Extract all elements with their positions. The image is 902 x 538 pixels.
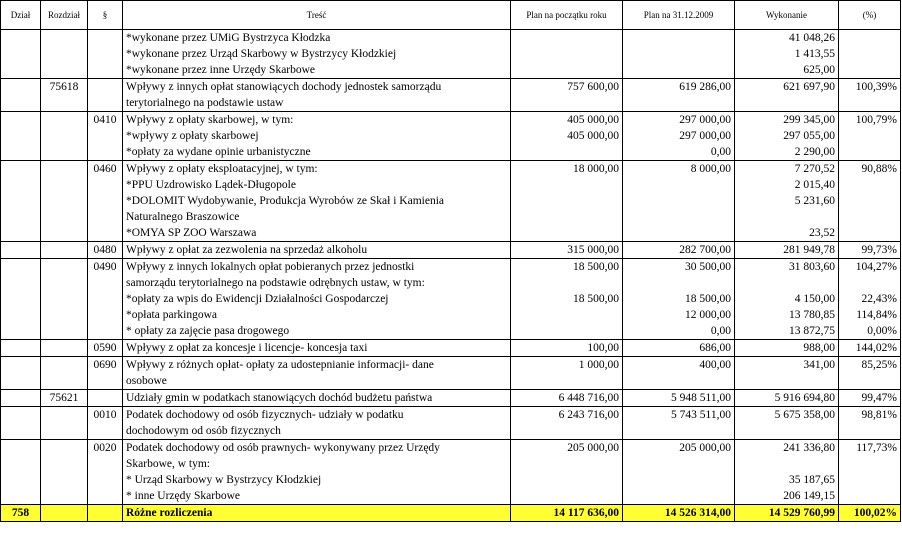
header-paragraf: § (88, 1, 123, 30)
cell-procent (839, 488, 901, 505)
cell-procent (839, 225, 901, 242)
cell-wykonanie: 2 015,40 (735, 177, 839, 193)
cell-plan-end (623, 62, 735, 79)
cell-rozdzial (41, 242, 88, 259)
cell-tresc (123, 488, 511, 505)
header-plan-start: Plan na początku roku (511, 1, 623, 30)
cell-rozdzial (41, 144, 88, 161)
cell-wykonanie: 625,00 (735, 62, 839, 79)
cell-plan-start: 1 000,00 (511, 357, 623, 390)
table-row (1, 291, 901, 307)
cell-plan-start (511, 46, 623, 62)
cell-paragraf: 0010 (88, 407, 123, 440)
cell-tresc (123, 307, 511, 323)
cell-paragraf (88, 488, 123, 505)
tresc-line: Naturalnego Braszowice (126, 211, 240, 223)
cell-wykonanie: 2 290,00 (735, 144, 839, 161)
cell-procent: 98,81% (839, 407, 901, 440)
cell-rozdzial (41, 225, 88, 242)
header-procent: (%) (839, 1, 901, 30)
cell-wykonanie: 5 916 694,80 (735, 390, 839, 407)
cell-procent: 99,47% (839, 390, 901, 407)
cell-paragraf (88, 390, 123, 407)
cell-paragraf: 0410 (88, 112, 123, 129)
cell-procent (839, 62, 901, 79)
cell-paragraf (88, 291, 123, 307)
cell-procent: 0,00% (839, 323, 901, 340)
total-rozdzial (41, 505, 88, 522)
table-row (1, 323, 901, 340)
cell-rozdzial (41, 177, 88, 193)
cell-tresc (123, 128, 511, 144)
cell-plan-end: 400,00 (623, 357, 735, 390)
cell-dzial (1, 79, 41, 112)
cell-plan-end: 18 500,00 (623, 291, 735, 307)
cell-wykonanie: 4 150,00 (735, 291, 839, 307)
cell-tresc (123, 357, 511, 390)
cell-plan-start (511, 62, 623, 79)
tresc-line: * Urząd Skarbowy w Bystrzycy Kłodzkiej (126, 474, 322, 486)
table-row (1, 357, 901, 390)
cell-dzial (1, 472, 41, 488)
cell-plan-start (511, 193, 623, 225)
table-row (1, 259, 901, 292)
cell-plan-start (511, 488, 623, 505)
cell-tresc (123, 225, 511, 242)
cell-paragraf (88, 472, 123, 488)
cell-plan-end: 5 743 511,00 (623, 407, 735, 440)
cell-rozdzial (41, 291, 88, 307)
cell-plan-end (623, 46, 735, 62)
tresc-line: osobowe (126, 375, 167, 387)
cell-wykonanie: 299 345,00 (735, 112, 839, 129)
tresc-line: dochodowym od osób fizycznych (126, 425, 281, 437)
table-row (1, 193, 901, 225)
cell-tresc (123, 193, 511, 225)
cell-rozdzial (41, 259, 88, 292)
cell-rozdzial (41, 30, 88, 47)
cell-paragraf (88, 30, 123, 47)
cell-paragraf: 0590 (88, 340, 123, 357)
cell-tresc (123, 323, 511, 340)
cell-plan-start: 100,00 (511, 340, 623, 357)
cell-procent: 114,84% (839, 307, 901, 323)
cell-wykonanie: 23,52 (735, 225, 839, 242)
table-row (1, 440, 901, 473)
cell-plan-end: 205 000,00 (623, 440, 735, 473)
cell-paragraf (88, 177, 123, 193)
cell-plan-start (511, 307, 623, 323)
total-paragraf (88, 505, 123, 522)
total-procent: 100,02% (839, 505, 901, 522)
cell-tresc (123, 161, 511, 178)
table-row (1, 472, 901, 488)
total-dzial: 758 (1, 505, 41, 522)
cell-paragraf (88, 307, 123, 323)
cell-wykonanie: 5 231,60 (735, 193, 839, 225)
header-tresc: Treść (123, 1, 511, 30)
cell-paragraf (88, 62, 123, 79)
cell-paragraf: 0490 (88, 259, 123, 292)
cell-rozdzial (41, 46, 88, 62)
tresc-line: terytorialnego na podstawie ustaw (126, 97, 284, 109)
cell-rozdzial (41, 128, 88, 144)
cell-rozdzial: 75621 (41, 390, 88, 407)
cell-paragraf (88, 225, 123, 242)
cell-procent: 90,88% (839, 161, 901, 178)
table-row (1, 242, 901, 259)
cell-wykonanie: 35 187,65 (735, 472, 839, 488)
cell-plan-start (511, 323, 623, 340)
cell-tresc (123, 46, 511, 62)
cell-dzial (1, 291, 41, 307)
header-dzial: Dział (1, 1, 41, 30)
cell-paragraf: 0020 (88, 440, 123, 473)
cell-plan-end: 297 000,00 (623, 128, 735, 144)
cell-plan-start: 757 600,00 (511, 79, 623, 112)
cell-procent (839, 193, 901, 225)
cell-procent: 100,39% (839, 79, 901, 112)
tresc-line: Podatek dochodowy od osób prawnych- wykonywany przez Urzędy (126, 442, 440, 454)
tresc-line: *OMYA SP ZOO Warszawa (126, 227, 257, 239)
table-row (1, 307, 901, 323)
cell-rozdzial (41, 440, 88, 473)
table-row (1, 46, 901, 62)
table-row (1, 177, 901, 193)
cell-paragraf (88, 128, 123, 144)
cell-wykonanie: 1 413,55 (735, 46, 839, 62)
cell-plan-start: 18 000,00 (511, 161, 623, 178)
cell-dzial (1, 112, 41, 129)
cell-dzial (1, 259, 41, 292)
total-plan-start: 14 117 636,00 (511, 505, 623, 522)
cell-plan-end (623, 488, 735, 505)
tresc-line: *opłaty za wydane opinie urbanistyczne (126, 146, 311, 158)
header-rozdzial: Rozdział (41, 1, 88, 30)
cell-rozdzial (41, 472, 88, 488)
cell-plan-start (511, 30, 623, 47)
table-row (1, 62, 901, 79)
cell-dzial (1, 323, 41, 340)
table-row (1, 79, 901, 112)
cell-procent (839, 46, 901, 62)
header-plan-end: Plan na 31.12.2009 (623, 1, 735, 30)
cell-tresc (123, 30, 511, 47)
cell-tresc (123, 291, 511, 307)
cell-rozdzial (41, 307, 88, 323)
cell-wykonanie: 621 697,90 (735, 79, 839, 112)
cell-wykonanie: 5 675 358,00 (735, 407, 839, 440)
cell-tresc (123, 472, 511, 488)
cell-wykonanie: 206 149,15 (735, 488, 839, 505)
tresc-line: *wykonane przez UMiG Bystrzyca Kłodzka (126, 32, 331, 44)
table-row (1, 144, 901, 161)
cell-rozdzial (41, 62, 88, 79)
cell-tresc (123, 242, 511, 259)
cell-plan-end (623, 225, 735, 242)
cell-paragraf (88, 323, 123, 340)
cell-dzial (1, 440, 41, 473)
cell-procent (839, 177, 901, 193)
cell-tresc (123, 62, 511, 79)
cell-plan-start: 6 243 716,00 (511, 407, 623, 440)
cell-rozdzial (41, 112, 88, 129)
tresc-line: *opłata parkingowa (126, 309, 218, 321)
cell-tresc (123, 79, 511, 112)
cell-dzial (1, 30, 41, 47)
tresc-line: Wpływy z opłaty skarbowej, w tym: (126, 114, 294, 126)
cell-tresc (123, 390, 511, 407)
cell-rozdzial (41, 488, 88, 505)
cell-plan-end: 8 000,00 (623, 161, 735, 178)
cell-rozdzial (41, 407, 88, 440)
cell-plan-start (511, 225, 623, 242)
cell-dzial (1, 161, 41, 178)
tresc-line: *wpływy z opłaty skarbowej (126, 130, 259, 142)
cell-tresc (123, 440, 511, 473)
cell-tresc (123, 340, 511, 357)
cell-procent: 144,02% (839, 340, 901, 357)
cell-plan-end: 12 000,00 (623, 307, 735, 323)
tresc-line: *wykonane przez inne Urzędy Skarbowe (126, 64, 316, 76)
cell-tresc (123, 144, 511, 161)
cell-plan-end (623, 177, 735, 193)
cell-procent: 99,73% (839, 242, 901, 259)
cell-procent (839, 472, 901, 488)
tresc-line: *PPU Uzdrowisko Lądek-Długopole (126, 179, 296, 191)
cell-dzial (1, 62, 41, 79)
cell-plan-start: 18 500,00 (511, 259, 623, 292)
table-row (1, 161, 901, 178)
tresc-line: * opłaty za zajęcie pasa drogowego (126, 325, 290, 337)
cell-plan-end: 686,00 (623, 340, 735, 357)
tresc-line: Wpływy z innych opłat stanowiących dochody jednostek samorządu (126, 81, 442, 93)
cell-rozdzial: 75618 (41, 79, 88, 112)
cell-wykonanie: 341,00 (735, 357, 839, 390)
cell-paragraf: 0480 (88, 242, 123, 259)
cell-dzial (1, 128, 41, 144)
cell-plan-start: 205 000,00 (511, 440, 623, 473)
cell-paragraf (88, 46, 123, 62)
cell-dzial (1, 407, 41, 440)
cell-paragraf (88, 144, 123, 161)
total-row (1, 505, 901, 522)
cell-plan-end: 0,00 (623, 323, 735, 340)
table-row (1, 390, 901, 407)
table-row (1, 30, 901, 47)
cell-plan-start: 315 000,00 (511, 242, 623, 259)
cell-dzial (1, 193, 41, 225)
cell-procent (839, 144, 901, 161)
cell-wykonanie: 988,00 (735, 340, 839, 357)
cell-dzial (1, 242, 41, 259)
cell-procent: 100,79% (839, 112, 901, 129)
table-row (1, 225, 901, 242)
cell-paragraf (88, 79, 123, 112)
tresc-line: Udziały gmin w podatkach stanowiących dochód budżetu państwa (126, 392, 433, 404)
cell-dzial (1, 46, 41, 62)
cell-dzial (1, 307, 41, 323)
cell-tresc (123, 177, 511, 193)
total-plan-end: 14 526 314,00 (623, 505, 735, 522)
cell-procent: 22,43% (839, 291, 901, 307)
tresc-line: Wpływy z opłat za zezwolenia na sprzedaż alkoholu (126, 244, 368, 256)
cell-wykonanie: 7 270,52 (735, 161, 839, 178)
cell-wykonanie: 281 949,78 (735, 242, 839, 259)
table-row (1, 407, 901, 440)
cell-rozdzial (41, 357, 88, 390)
header-wykonanie: Wykonanie (735, 1, 839, 30)
cell-rozdzial (41, 161, 88, 178)
tresc-line: Wpływy z innych lokalnych opłat pobieranych przez jednostki (126, 261, 415, 273)
cell-rozdzial (41, 323, 88, 340)
cell-plan-start: 405 000,00 (511, 112, 623, 129)
table-row (1, 128, 901, 144)
cell-tresc (123, 259, 511, 292)
cell-plan-start: 405 000,00 (511, 128, 623, 144)
cell-dzial (1, 488, 41, 505)
cell-plan-end (623, 472, 735, 488)
cell-dzial (1, 225, 41, 242)
table-body (1, 30, 901, 505)
cell-plan-start (511, 177, 623, 193)
cell-plan-end: 30 500,00 (623, 259, 735, 292)
cell-procent (839, 30, 901, 47)
cell-plan-end: 0,00 (623, 144, 735, 161)
cell-procent (839, 128, 901, 144)
tresc-line: Wpływy z różnych opłat- opłaty za udostepnianie informacji- dane (126, 359, 434, 371)
cell-wykonanie: 241 336,80 (735, 440, 839, 473)
cell-plan-end: 5 948 511,00 (623, 390, 735, 407)
cell-wykonanie: 297 055,00 (735, 128, 839, 144)
cell-paragraf (88, 193, 123, 225)
cell-paragraf: 0690 (88, 357, 123, 390)
tresc-line: *wykonane przez Urząd Skarbowy w Bystrzycy Kłodzkiej (126, 48, 397, 60)
cell-rozdzial (41, 193, 88, 225)
cell-procent: 85,25% (839, 357, 901, 390)
tresc-line: Skarbowe, w tym: (126, 458, 211, 470)
cell-wykonanie: 41 048,26 (735, 30, 839, 47)
tresc-line: Wpływy z opłat za koncesje i licencje- koncesja taxi (126, 342, 368, 354)
cell-plan-start (511, 144, 623, 161)
cell-plan-end (623, 193, 735, 225)
total-tresc: Różne rozliczenia (123, 505, 511, 522)
cell-dzial (1, 144, 41, 161)
table-row (1, 340, 901, 357)
cell-plan-end (623, 30, 735, 47)
cell-dzial (1, 390, 41, 407)
tresc-line: Wpływy z opłaty eksploatacyjnej, w tym: (126, 163, 318, 175)
cell-dzial (1, 340, 41, 357)
tresc-line: samorządu terytorialnego na podstawie odrębnych ustaw, w tym: (126, 277, 425, 289)
cell-rozdzial (41, 340, 88, 357)
cell-plan-start (511, 472, 623, 488)
tresc-line: Podatek dochodowy od osób fizycznych- udziały w podatku (126, 409, 404, 421)
cell-wykonanie: 31 803,60 (735, 259, 839, 292)
tresc-line: *DOLOMIT Wydobywanie, Produkcja Wyrobów ze Skał i Kamienia (126, 195, 444, 207)
cell-wykonanie: 13 780,85 (735, 307, 839, 323)
cell-tresc (123, 112, 511, 129)
cell-plan-end: 297 000,00 (623, 112, 735, 129)
cell-plan-start: 6 448 716,00 (511, 390, 623, 407)
cell-paragraf: 0460 (88, 161, 123, 178)
cell-procent: 117,73% (839, 440, 901, 473)
header-row (1, 1, 901, 30)
cell-wykonanie: 13 872,75 (735, 323, 839, 340)
cell-dzial (1, 357, 41, 390)
cell-procent: 104,27% (839, 259, 901, 292)
tresc-line: * inne Urzędy Skarbowe (126, 490, 241, 502)
tresc-line: *opłaty za wpis do Ewidencji Działalności Gospodarczej (126, 293, 389, 305)
cell-plan-end: 282 700,00 (623, 242, 735, 259)
cell-plan-start: 18 500,00 (511, 291, 623, 307)
cell-dzial (1, 177, 41, 193)
cell-plan-end: 619 286,00 (623, 79, 735, 112)
table-row (1, 112, 901, 129)
total-wykonanie: 14 529 760,99 (735, 505, 839, 522)
table-row (1, 488, 901, 505)
cell-tresc (123, 407, 511, 440)
